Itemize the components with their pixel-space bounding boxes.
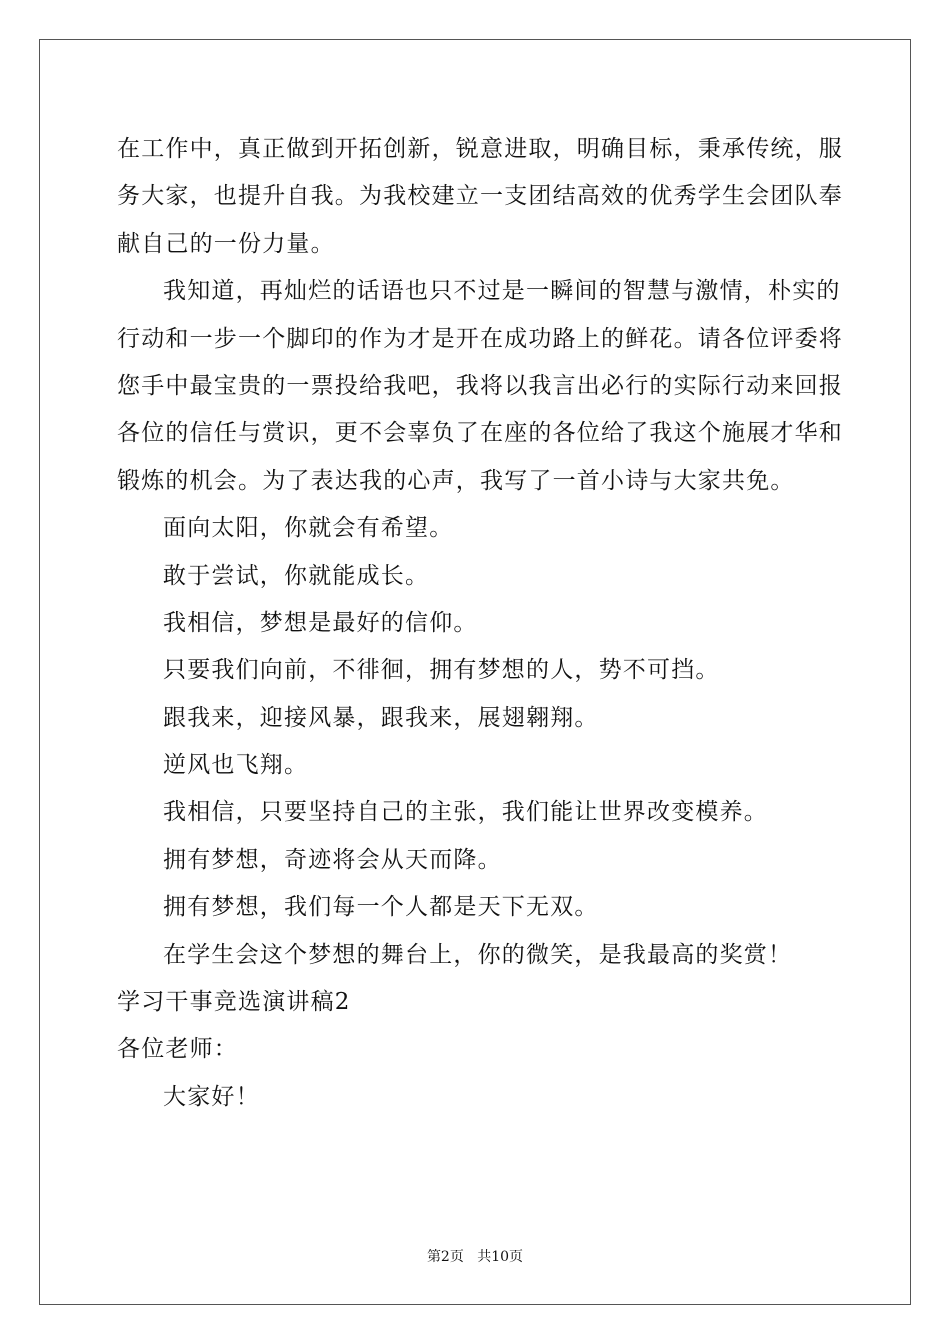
greeting: 大家好！ (163, 1083, 260, 1110)
poem-line-2: 敢于尝试，你就能成长。 (163, 562, 430, 589)
page-total: 共10页 (477, 1249, 524, 1265)
poem-line-10: 在学生会这个梦想的舞台上，你的微笑，是我最高的奖赏！ (163, 941, 793, 968)
text-line-5: 行动和一步一个脚印的作为才是开在成功路上的鲜花。请各位评委将 (117, 325, 843, 352)
poem-line-4: 只要我们向前，不徘徊，拥有梦想的人，势不可挡。 (163, 657, 720, 684)
text-line-3: 献自己的一份力量。 (117, 230, 335, 257)
poem-line-9: 拥有梦想，我们每一个人都是天下无双。 (163, 894, 599, 921)
text-line-8: 锻炼的机会。为了表达我的心声，我写了一首小诗与大家共免。 (117, 467, 795, 494)
salutation: 各位老师： (117, 1036, 238, 1063)
poem-line-1: 面向太阳，你就会有希望。 (163, 515, 454, 542)
poem-line-5: 跟我来，迎接风暴，跟我来，展翅翱翔。 (163, 704, 599, 731)
document-body (117, 126, 843, 1121)
text-line-4: 我知道，再灿烂的话语也只不过是一瞬间的智慧与激情，朴实的 (163, 278, 841, 305)
footer-separator (464, 1249, 477, 1265)
page-number: 第2页 (426, 1249, 464, 1265)
text-line-7: 各位的信任与赏识，更不会辜负了在座的各位给了我这个施展才华和 (117, 420, 843, 447)
section-heading: 学习干事竞选演讲稿2 (117, 989, 351, 1016)
poem-line-8: 拥有梦想，奇迹将会从天而降。 (163, 846, 502, 873)
page-footer (0, 1247, 950, 1267)
poem-line-7: 我相信，只要坚持自己的主张，我们能让世界改变模养。 (163, 799, 768, 826)
text-line-2: 务大家，也提升自我。为我校建立一支团结高效的优秀学生会团队奉 (117, 183, 843, 210)
poem-line-3: 我相信，梦想是最好的信仰。 (163, 609, 478, 636)
poem-line-6: 逆风也飞翔。 (163, 752, 309, 779)
text-line-1: 在工作中，真正做到开拓创新，锐意进取，明确目标，秉承传统，服 (117, 136, 843, 162)
text-line-6: 您手中最宝贵的一票投给我吧，我将以我言出必行的实际行动来回报 (117, 372, 843, 399)
